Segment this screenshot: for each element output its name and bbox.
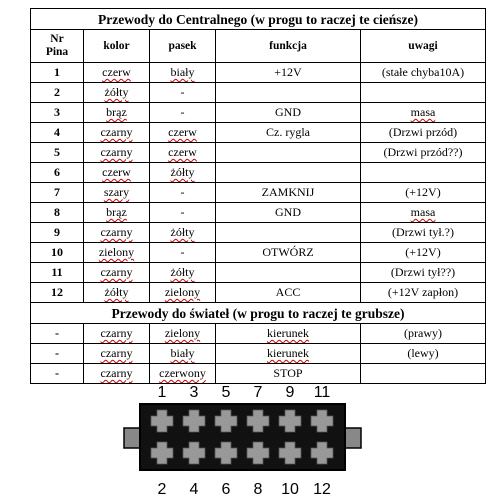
- function-cell-text: GND: [275, 105, 301, 119]
- function-cell-text: Cz. rygla: [266, 125, 310, 139]
- function-cell-text: ACC: [275, 285, 301, 299]
- function-cell-text: ZAMKNIJ: [261, 185, 315, 199]
- stripe-cell-text: -: [180, 245, 185, 259]
- pin-cell-text: 5: [54, 145, 60, 159]
- notes-cell-text: (prawy): [404, 326, 442, 340]
- notes-cell-text: (Drzwi tył??): [390, 265, 456, 279]
- function-cell-text: OTWÓRZ: [262, 245, 314, 259]
- color-cell-text: czerw: [102, 65, 131, 79]
- connector-top-pin-label: 3: [189, 384, 199, 401]
- pin-cell-text: 6: [54, 165, 60, 179]
- notes-cell-text: masa: [410, 205, 436, 219]
- color-cell-text: czarny: [100, 225, 133, 239]
- connector-top-pin-label: 7: [253, 384, 263, 401]
- function-cell-text: STOP: [273, 366, 303, 380]
- header-pin-line1: Nr: [50, 33, 64, 45]
- color-cell-text: czarny: [100, 326, 133, 340]
- color-cell-text: czarny: [100, 265, 133, 279]
- notes-cell-text: (Drzwi przód): [388, 125, 458, 139]
- pin-cell-text: 10: [51, 245, 63, 259]
- color-cell-text: brąz: [106, 205, 127, 219]
- color-cell-text: zielony: [98, 245, 135, 259]
- connector-top-pin-label: 1: [157, 384, 167, 401]
- stripe-cell-text: czerw: [168, 145, 197, 159]
- connector-top-pin-label: 11: [313, 384, 331, 401]
- stripe-cell-text: żółty: [170, 225, 195, 239]
- color-cell-text: czarny: [100, 145, 133, 159]
- pin-cell-text: 12: [51, 285, 63, 299]
- color-cell-text: szary: [103, 185, 130, 199]
- stripe-cell-text: biały: [170, 65, 195, 79]
- color-cell-text: czarny: [100, 125, 133, 139]
- stripe-cell-text: -: [180, 205, 185, 219]
- notes-cell-text: (lewy): [407, 346, 439, 360]
- header-stripe: pasek: [150, 30, 216, 63]
- connector-top-pin-label: 9: [285, 384, 295, 401]
- connector-right-tab: [345, 428, 361, 448]
- connector-bottom-pin-label: 6: [221, 481, 231, 498]
- header-function: funkcja: [216, 30, 361, 63]
- stripe-cell-text: czerwony: [159, 366, 206, 380]
- notes-cell-text: (Drzwi tył.?): [392, 225, 454, 239]
- color-cell-text: żółty: [104, 85, 129, 99]
- header-color: kolor: [84, 30, 150, 63]
- pin-cell-text: 8: [54, 205, 60, 219]
- connector-top-pin-label: 5: [221, 384, 231, 401]
- pin-cell-text: -: [55, 346, 59, 360]
- pin-cell-text: 2: [54, 85, 60, 99]
- pin-cell-text: 4: [54, 125, 60, 139]
- stripe-cell-text: zielony: [164, 326, 201, 340]
- header-notes: uwagi: [361, 30, 486, 63]
- color-cell-text: czarny: [100, 366, 133, 380]
- connector-bottom-pin-label: 2: [157, 481, 167, 498]
- stripe-cell-text: biały: [170, 346, 195, 360]
- pin-cell-text: 1: [54, 65, 60, 79]
- pin-cell-text: 11: [51, 265, 63, 279]
- function-cell-text: kierunek: [267, 326, 309, 340]
- function-cell-text: GND: [275, 205, 301, 219]
- connector-bottom-pin-label: 4: [189, 481, 199, 498]
- table-title-central: Przewody do Centralnego (w progu to raczej te cieńsze): [31, 9, 486, 30]
- pin-cell-text: 3: [54, 105, 60, 119]
- table-title-lights: Przewody do świateł (w progu to raczej te grubsze): [31, 303, 486, 324]
- stripe-cell-text: -: [180, 105, 185, 119]
- color-cell-text: czarny: [100, 346, 133, 360]
- stripe-cell-text: -: [180, 85, 185, 99]
- connector-bottom-pin-label: 12: [313, 481, 331, 498]
- pin-cell-text: -: [55, 326, 59, 340]
- pin-cell-text: 7: [54, 185, 60, 199]
- stripe-cell-text: żółty: [170, 165, 195, 179]
- connector-bottom-pin-label: 8: [253, 481, 263, 498]
- notes-cell-text: (+12V zapłon): [387, 285, 459, 299]
- connector-left-tab: [124, 428, 140, 448]
- stripe-cell-text: zielony: [164, 285, 201, 299]
- connector-body: [140, 404, 345, 470]
- color-cell-text: żółty: [104, 285, 129, 299]
- color-cell-text: czerw: [102, 165, 131, 179]
- notes-cell-text: masa: [410, 105, 436, 119]
- pin-cell-text: 9: [54, 225, 60, 239]
- function-cell-text: kierunek: [267, 346, 309, 360]
- notes-cell-text: (Drzwi przód??): [383, 145, 463, 159]
- notes-cell-text: (stałe chyba10A): [381, 65, 465, 79]
- stripe-cell-text: czerw: [168, 125, 197, 139]
- pin-cell-text: -: [55, 366, 59, 380]
- connector-bottom-pin-label: 10: [281, 481, 299, 498]
- notes-cell-text: (+12V): [405, 185, 441, 199]
- function-cell-text: +12V: [274, 65, 302, 79]
- header-pin-line2: Pina: [45, 46, 69, 58]
- stripe-cell-text: żółty: [170, 265, 195, 279]
- stripe-cell-text: -: [180, 185, 185, 199]
- color-cell-text: brąz: [106, 105, 127, 119]
- notes-cell-text: (+12V): [405, 245, 441, 259]
